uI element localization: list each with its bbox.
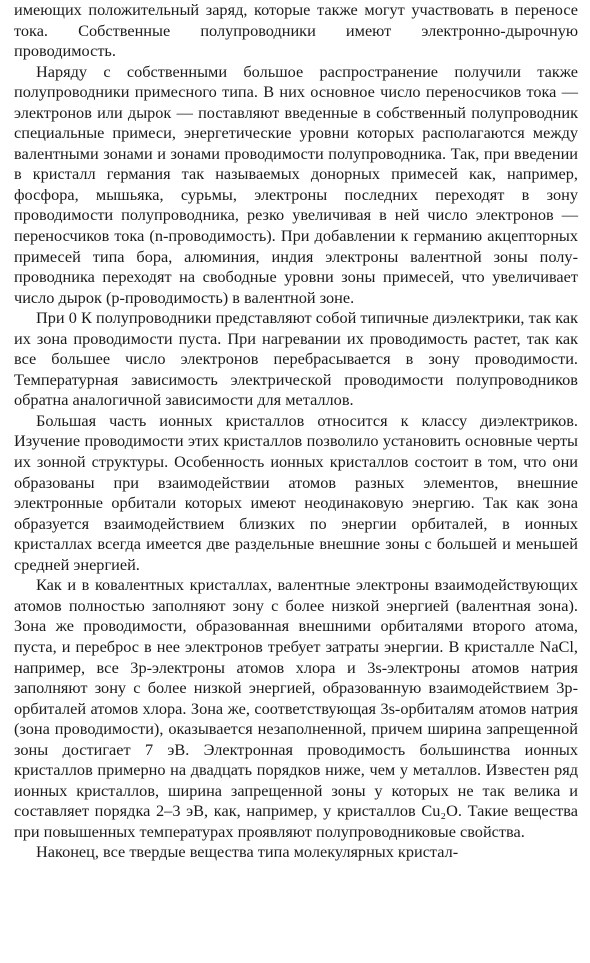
paragraph-impurity-semiconductors: Наряду с собственными большое распространение получили также полупроводники примесного типа. В них основное число переносчиков тока — электронов или дырок — поставляют введенные в собственный полупроводник специальные примеси, энергетические уровни которых располагаются между валентными зонами и зонами проводимости полупроводника. Так, при введении в кристалл германия так называемых донорных примесей как, например, фосфора, мышьяка, сурьмы, электроны последних переходят в зону проводимости полупроводника, резко увеличивая в ней число электронов — переносчиков тока (n-проводимость). При добавлении к германию акцепторных примесей типа бора, алюминия, индия электроны валентной зоны полупроводника переходят на свободные уровни зоны примесей, что увеличивает число дырок (p-проводимость) в валентной зоне. (14, 61, 578, 307)
paragraph-molecular-crystals: Наконец, все твердые вещества типа молекулярных кристал- (36, 842, 459, 862)
paragraph-continued: имеющих положительный заряд, которые также могут участвовать в переносе тока. Собственные полупроводники имеют электронно-дырочную проводимость. (14, 0, 578, 61)
paragraph-temperature-dependence: При 0 К полупроводники представляют собой типичные диэлектрики, так как их зона проводимости пуста. При нагревании их проводимость растет, так как все большее число электронов перебрасывается в зону проводимости. Температурная зависимость электрической проводимости полупроводников обратна аналогичной зависимости для металлов. (14, 308, 578, 410)
paragraph-band-structure: Как и в ковалентных кристаллах, валентные электроны взаимодействующих атомов полностью заполняют зону с более низкой энергией (валентная зона). Зона же проводимости, образованная внешними орбиталями второго атома, пуста, и переброс в нее электронов требует затраты энергии. В кристалле NaCl, например, все 3p-электроны атомов хлора и 3s-электроны атомов натрия заполняют зону с более низкой энергией, образованную взаимодействием 3p-орбиталей атомов хлора. Зона же, соответствующая 3s-орбиталям атомов натрия (зона проводимости), оказывается незаполненной, причем ширина запрещенной зоны достигает 7 эВ. Электронная проводимость большинства ионных кристаллов примерно на двадцать порядков ниже, чем у металлов. Известен ряд ионных кристаллов, ширина запрещенной зоны у которых не так велика и составляет порядка 2–3 эВ, как, например, у кристаллов Cu₂O. Такие вещества при повышенных температурах проявляют полупроводниковые свойства. (14, 575, 578, 841)
paragraph-ionic-crystals: Большая часть ионных кристаллов относится к классу диэлектриков. Изучение проводимости этих кристаллов позволило установить основные черты их зонной структуры. Особенность ионных кристаллов состоит в том, что они образованы при взаимодействии атомов разных элементов, внешние электронные орбитали которых имеют неодинаковую энергию. Так как зона образуется взаимодействием близких по энергии орбиталей, в ионных кристаллах всегда имеется две раздельные внешние зоны с большей и меньшей средней энергией. (14, 410, 578, 574)
